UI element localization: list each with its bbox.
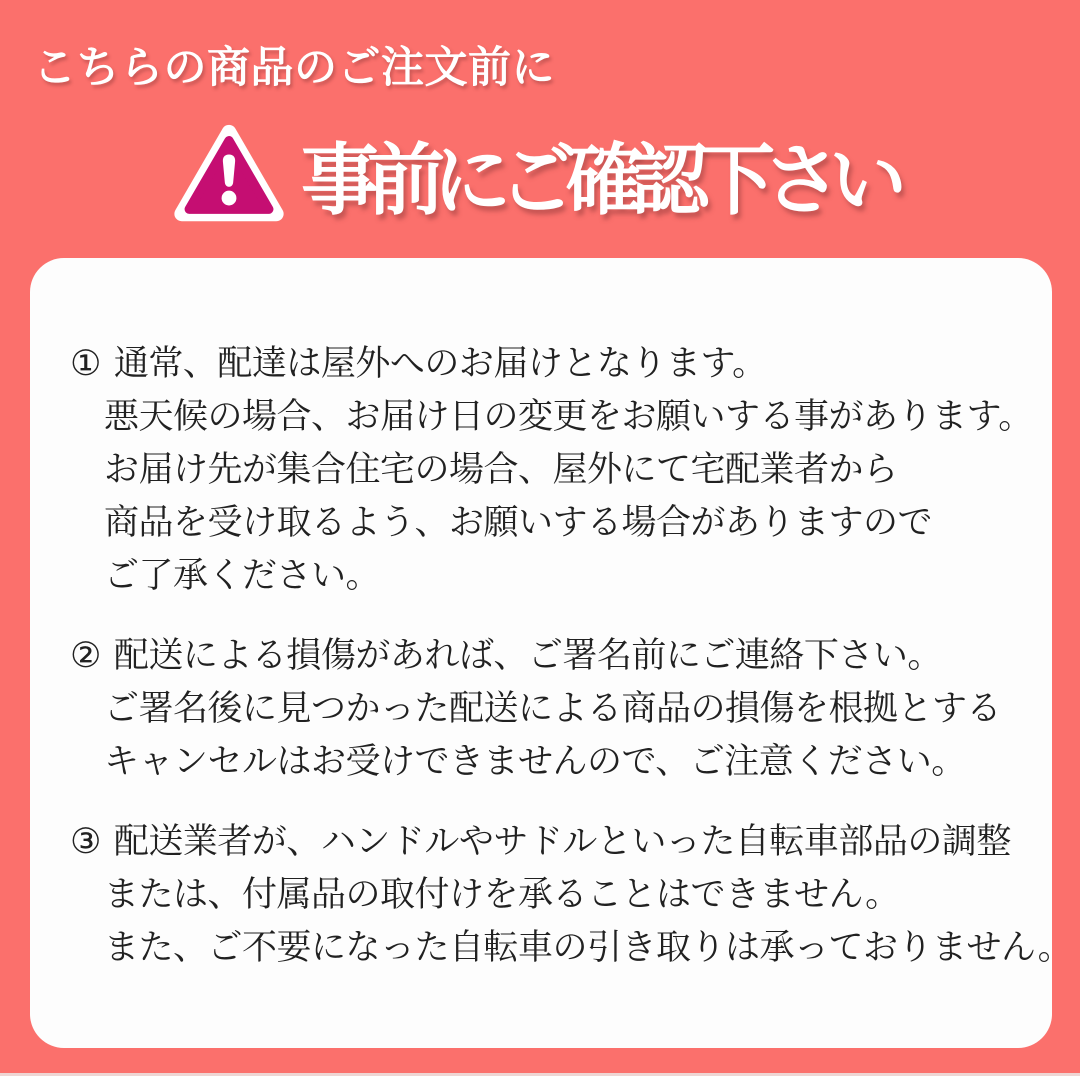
confirm-heading-row <box>0 118 1080 230</box>
notice-section-damage <box>70 630 1028 789</box>
section-number: ② <box>70 636 101 676</box>
notice-line: お届け先が集合住宅の場合、屋外にて宅配業者から <box>104 450 898 490</box>
notice-text: 配送業者が、ハンドルやサドルといった自転車部品の調整 <box>113 822 1011 862</box>
notice-line: 商品を受け取るよう、お願いする場合がありますので <box>104 503 933 543</box>
notice-text: 通常、配達は屋外へのお届けとなります。 <box>113 344 767 384</box>
notice-panel <box>30 258 1073 1048</box>
warning-triangle-icon <box>173 124 285 224</box>
notice-line: ご署名後に見つかった配送による商品の損傷を根拠とする <box>104 689 1002 729</box>
notice-line: キャンセルはお受けできませんので、ご注意ください。 <box>104 742 966 782</box>
section-number: ① <box>70 344 101 384</box>
notice-line: 悪天候の場合、お届け日の変更をお願いする事があります。 <box>104 397 1033 437</box>
notice-section-delivery <box>70 338 1033 603</box>
notice-line: または、付属品の取付けを承ることはできません。 <box>104 875 900 915</box>
notice-line <box>70 630 1028 683</box>
notice-text: 配送による損傷があれば、ご署名前にご連絡下さい。 <box>113 636 942 676</box>
notice-line: ご了承ください。 <box>104 556 381 596</box>
notice-line <box>70 338 1028 391</box>
notice-section-assembly <box>70 816 1073 975</box>
notice-line: また、ご不要になった自転車の引き取りは承っておりません。 <box>104 928 1073 968</box>
confirm-heading: 事前にご確認下さい <box>300 136 895 226</box>
section-number: ③ <box>70 822 101 862</box>
notice-line <box>70 816 1028 869</box>
pre-order-subtitle: こちらの商品のご注文前に <box>33 43 555 93</box>
